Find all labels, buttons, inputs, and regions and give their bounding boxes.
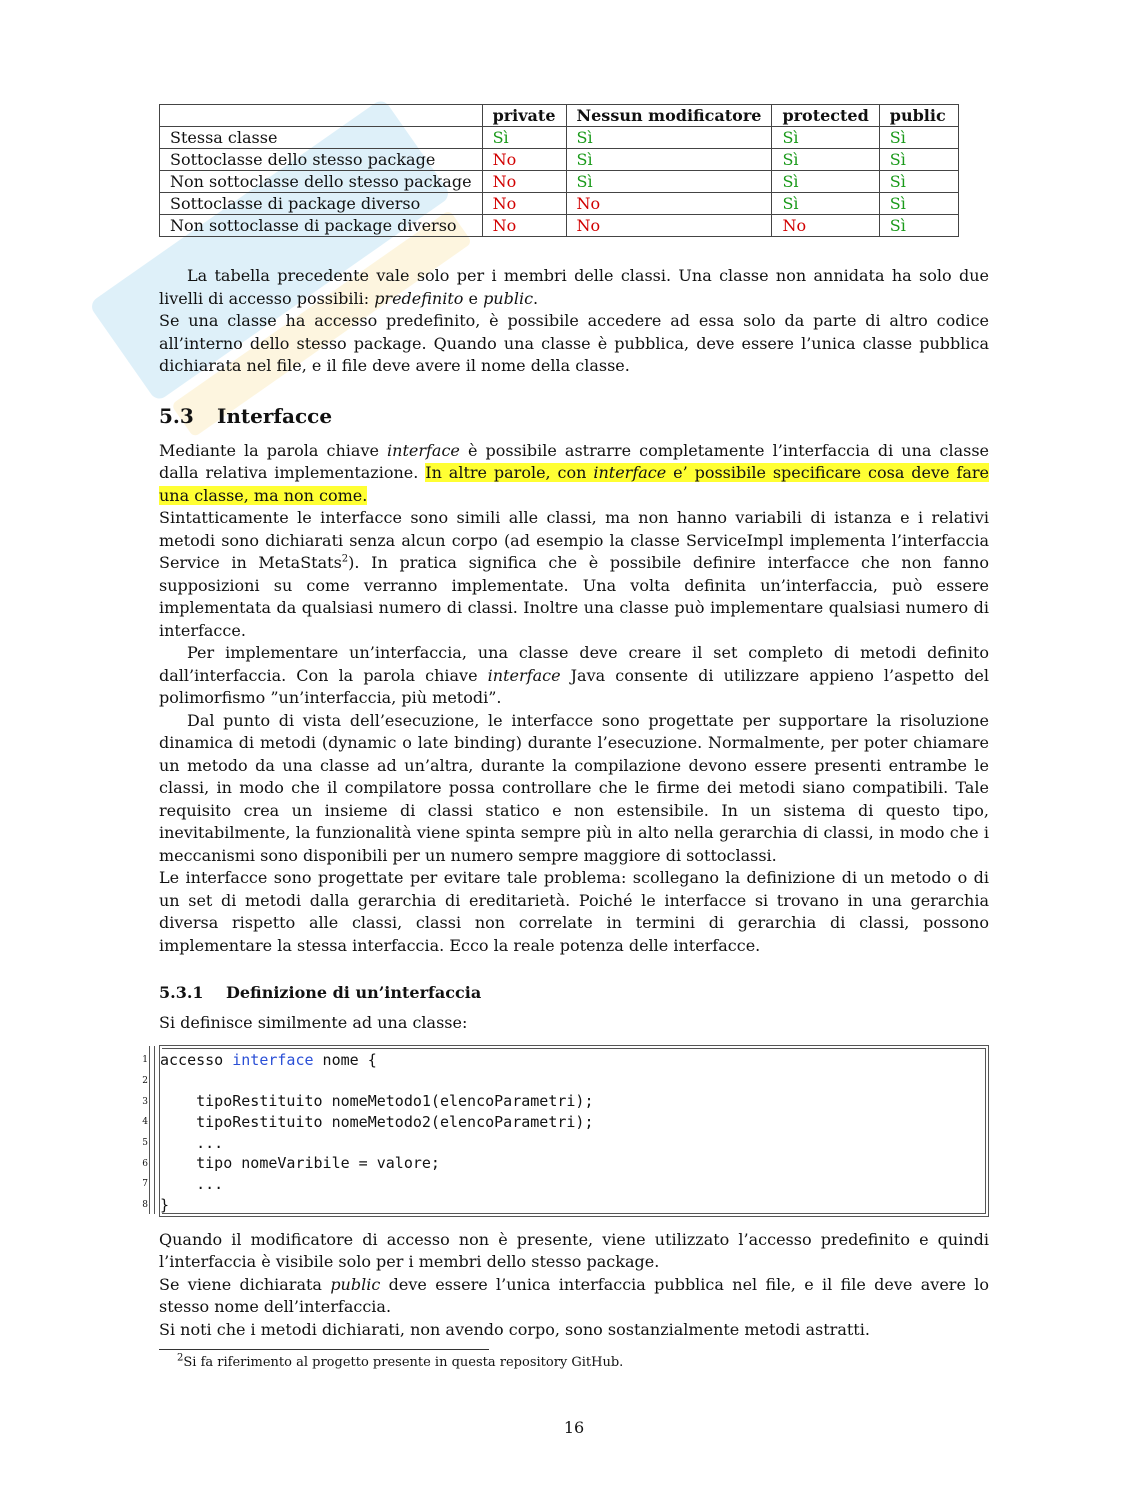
subsection-number: 5.3.1 — [159, 983, 204, 1002]
access-cell: Sì — [566, 127, 772, 149]
section-paragraph-3 — [159, 642, 989, 710]
section-paragraph-5: Le interfacce sono progettate per evitare tale problema: scollegano la definizione di un metodo o di un set di metodi dalla gerarchia di ereditarietà. Poiché le interfacce si trovano in una gerarchia diversa rispetto alle classi, classi non correlate in termini di gerarchia di classi, possono implementare la stessa interfaccia. Ecco la reale potenza delle interfacce. — [159, 868, 989, 955]
text: è possibile astrarre completamente l’interfaccia di una classe dalla relativa implementazione. — [159, 440, 990, 482]
access-cell: Sì — [879, 193, 958, 215]
text: La tabella precedente vale solo per i membri delle classi. Una classe non annidata ha solo due livelli di accesso possibili: — [159, 266, 989, 308]
section-paragraph-2 — [159, 507, 989, 642]
line-number: 6 — [142, 1158, 148, 1169]
table-row — [160, 149, 959, 171]
text: e — [463, 288, 484, 308]
code-frame — [162, 1048, 986, 1214]
subsection-paragraph-3: Si noti che i metodi dichiarati, non avendo corpo, sono sostanzialmente metodi astratti. — [159, 1319, 870, 1339]
section-paragraph-4: Dal punto di vista dell’esecuzione, le interfacce sono progettate per supportare la risoluzione dinamica di metodi (dynamic o late binding) durante l’esecuzione. Normalmente, per poter chiamare un metodo da una classe ad un’altra, durante la compilazione devono essere presenti entrambe le classi, in modo che il compilatore possa controllare che le firme dei metodi siano compatibili. Tale requisito crea un insieme di classi statico e non estensibile. In un sistema di questo tipo, inevitabilmente, la funzionalità viene spinta sempre più in alto nella gerarchia di classi, in modo che i meccanismi sono disponibili per un numero sempre maggiore di sottoclassi. — [159, 710, 989, 865]
row-label: Sottoclasse dello stesso package — [160, 149, 483, 171]
row-label: Non sottoclasse di package diverso — [160, 215, 483, 237]
subsection-paragraph-1: Quando il modificatore di accesso non è presente, viene utilizzato l’accesso predefinito e quindi l’interfaccia è visibile solo per i membri dello stesso package. — [159, 1229, 989, 1271]
access-cell: Sì — [879, 127, 958, 149]
text: Sintatticamente le interfacce sono simili alle classi, ma non hanno variabili di istanza e i relativi metodi sono dichiarati senza alcun corpo (ad esempio la classe ServiceImpl implementa l’interfaccia Service in MetaStats — [159, 508, 989, 572]
subsection-title: Definizione di un’interfaccia — [226, 983, 482, 1002]
text-italic: interface — [387, 440, 460, 460]
access-cell: Sì — [772, 171, 879, 193]
text-italic: predefinito — [374, 288, 464, 308]
text-italic: interface — [487, 665, 561, 685]
table-row — [160, 193, 959, 215]
access-cell: Sì — [879, 171, 958, 193]
access-cell: Sì — [566, 149, 772, 171]
access-cell: No — [772, 215, 879, 237]
subsection-intro: Si definisce similmente ad una classe: — [159, 1013, 468, 1032]
table-row — [160, 171, 959, 193]
footnote-mark: 2 — [177, 1352, 184, 1364]
table-row — [160, 215, 959, 237]
line-number: 5 — [142, 1137, 148, 1148]
text: In altre parole, con — [425, 463, 594, 482]
line-number: 1 — [142, 1054, 148, 1065]
code-line: tipoRestituito nomeMetodo2(elencoParametri); — [160, 1112, 594, 1131]
access-cell: No — [482, 171, 566, 193]
table-header-cell — [160, 105, 483, 127]
text: deve essere l’unica interfaccia pubblica nel file, e il file deve avere lo stesso nome dell’interfaccia. — [159, 1274, 990, 1316]
row-label: Non sottoclasse dello stesso package — [160, 171, 483, 193]
code-line: ... — [160, 1174, 224, 1193]
table-header-cell: protected — [772, 105, 879, 127]
table-header-row — [160, 105, 959, 127]
access-cell: Sì — [566, 171, 772, 193]
text: Se viene dichiarata — [159, 1274, 331, 1294]
code-line — [160, 1051, 377, 1069]
row-label: Stessa classe — [160, 127, 483, 149]
access-cell: Sì — [772, 149, 879, 171]
table-header-cell: private — [482, 105, 566, 127]
section-title: Interfacce — [217, 403, 333, 428]
line-number: 7 — [142, 1178, 148, 1189]
access-cell: Sì — [879, 215, 958, 237]
footnote-ref[interactable]: 2 — [341, 553, 349, 565]
code-text: accesso — [160, 1050, 233, 1069]
text: e’ possibile specificare cosa deve fare una classe, ma non come. — [159, 463, 989, 505]
code-listing — [142, 1045, 989, 1217]
access-cell: No — [566, 215, 772, 237]
table-header-cell: Nessun modificatore — [566, 105, 772, 127]
document-page — [142, 104, 990, 1372]
code-gutter-rule — [149, 1046, 155, 1214]
text: Per implementare un’interfaccia, una classe deve creare il set completo di metodi definito dall’interfaccia. Con la parola chiave — [159, 643, 989, 685]
line-number: 3 — [142, 1096, 148, 1107]
access-cell: Sì — [772, 127, 879, 149]
line-number: 2 — [142, 1075, 148, 1086]
intro-paragraph-2: Se una classe ha accesso predefinito, è possibile accedere ad essa solo da parte di altro codice all’interno dello stesso package. Quando una classe è pubblica, deve essere l’unica classe pubblica dichiarata nel file, e il file deve avere il nome della classe. — [159, 311, 989, 375]
row-label: Sottoclasse di package diverso — [160, 193, 483, 215]
access-modifiers-table — [159, 104, 959, 237]
line-number: 8 — [142, 1199, 148, 1210]
access-cell: Sì — [772, 193, 879, 215]
text: . — [533, 288, 539, 308]
text-italic: public — [483, 288, 534, 308]
text-italic: public — [330, 1274, 381, 1294]
access-cell: No — [566, 193, 772, 215]
footnote-rule — [159, 1349, 489, 1350]
footnote-text: Si fa riferimento al progetto presente in questa repository GitHub. — [183, 1355, 624, 1370]
text-italic: interface — [593, 463, 667, 482]
line-number: 4 — [142, 1116, 148, 1127]
subsection-paragraph-2 — [159, 1274, 989, 1319]
section-heading — [159, 404, 989, 428]
text: ). In pratica significa che è possibile definire interfacce che non fanno supposizioni su come verranno implementate. Una volta definita un’interfaccia, può essere implementata da qualsiasi numero di classi. Inoltre una classe può implementare qualsiasi numero di interfacce. — [159, 553, 989, 640]
table-header-cell: public — [879, 105, 958, 127]
access-cell: No — [482, 149, 566, 171]
section-number: 5.3 — [159, 403, 194, 428]
text: Mediante la parola chiave — [159, 440, 388, 460]
text: Java consente di utilizzare appieno l’aspetto del polimorfismo ”un’interfaccia, più metodi”. — [159, 665, 990, 707]
code-line: tipoRestituito nomeMetodo1(elencoParametri); — [160, 1091, 594, 1110]
access-cell: No — [482, 215, 566, 237]
subsection-heading — [159, 983, 989, 1002]
code-line: tipo nomeVaribile = valore; — [160, 1153, 440, 1172]
code-line: } — [160, 1195, 170, 1214]
intro-paragraph-1 — [159, 265, 989, 310]
code-line: ... — [160, 1133, 224, 1152]
footnote — [177, 1354, 989, 1372]
code-text: nome { — [313, 1050, 377, 1069]
section-paragraph-1 — [159, 440, 989, 508]
access-cell: No — [482, 193, 566, 215]
access-cell: Sì — [482, 127, 566, 149]
code-keyword: interface — [232, 1050, 314, 1069]
access-cell: Sì — [879, 149, 958, 171]
page-number: 16 — [563, 1418, 585, 1437]
table-row — [160, 127, 959, 149]
